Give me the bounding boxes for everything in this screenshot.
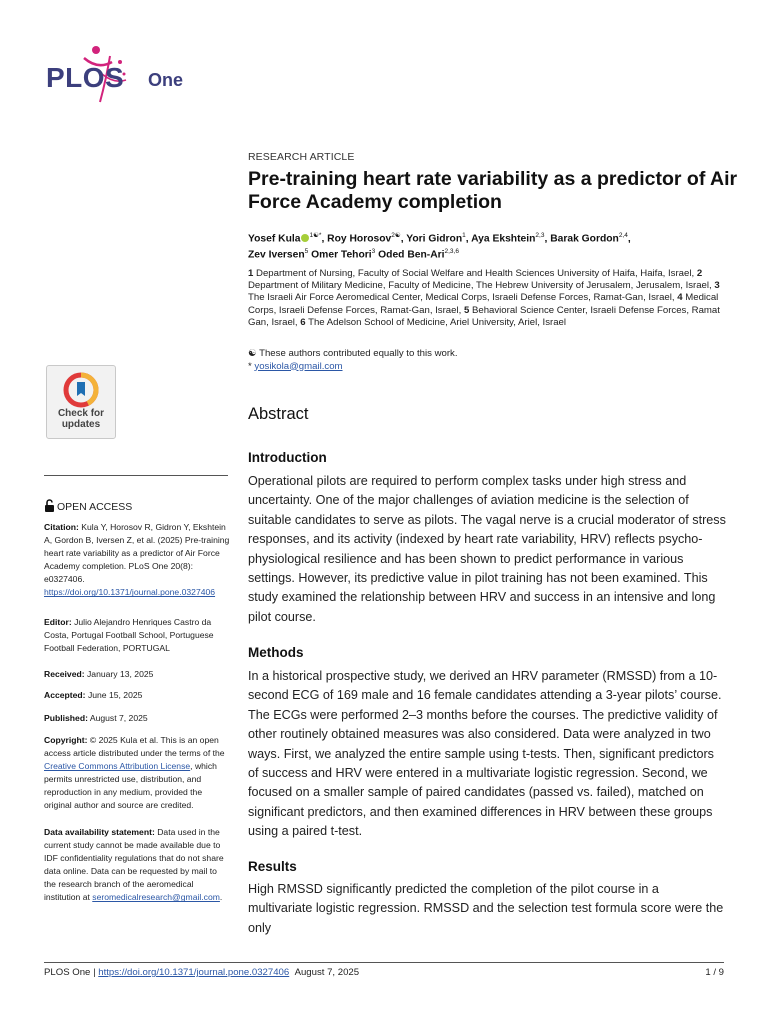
footer-doi-link[interactable]: https://doi.org/10.1371/journal.pone.0327406 bbox=[98, 967, 290, 978]
article-type: RESEARCH ARTICLE bbox=[248, 151, 355, 163]
author-name[interactable]: Aya Ekshtein bbox=[471, 233, 536, 245]
abstract-heading: Abstract bbox=[248, 405, 309, 423]
page-footer: PLOS One | https://doi.org/10.1371/journal.pone.0327406 August 7, 2025 bbox=[44, 967, 360, 978]
open-access-label: OPEN ACCESS bbox=[44, 499, 132, 515]
affiliation-text: Department of Nursing, Faculty of Social Welfare and Health Sciences University of Haifa, Haifa, Israel, bbox=[256, 268, 695, 279]
results-text: High RMSSD significantly predicted the completion of the pilot course in a multivariate logistic regression. RMSSD and the selection test formula score were the only bbox=[248, 882, 724, 935]
correspondence-note: * yosikola@gmail.com bbox=[248, 360, 343, 372]
sidebar-divider bbox=[44, 475, 228, 476]
citation-doi-link[interactable]: https://doi.org/10.1371/journal.pone.0327406 bbox=[44, 587, 216, 598]
corresponding-email-link[interactable]: yosikola@gmail.com bbox=[254, 360, 343, 372]
logo-wordmark: PLOS bbox=[46, 62, 125, 93]
footer-date: August 7, 2025 bbox=[294, 967, 360, 978]
footer-journal: PLOS One bbox=[44, 967, 91, 978]
author-name[interactable]: Barak Gordon bbox=[550, 233, 619, 245]
received-date: Received: January 13, 2025 bbox=[44, 669, 154, 679]
article-title: Pre-training heart rate variability as a predictor of Air Force Academy completion bbox=[248, 168, 738, 213]
author-name[interactable]: Roy Horosov bbox=[327, 233, 392, 245]
methods-text: In a historical prospective study, we derived an HRV parameter (RMSSD) from a 10-second ECG of 169 male and 16 female candidates attending a 3-year pilots’ course. The ECGs were performed 2–3 months before the courses. The predictive validity of other routinely obtained measures was also considered. Data were analyzed in two ways. First, we analyzed the entire sample using t-tests. Then, significant predictors of success and HRV were entered in a multivariate logistic regression. Second, we focused on a smaller sample of paired candidates (passed vs. failed), matched on significant predictors, and then examined differences in HRV between these groups using a paired t-test. bbox=[248, 669, 722, 839]
data-request-email-link[interactable]: seromedicalresearch@gmail.com bbox=[92, 892, 220, 903]
author-name[interactable]: Yori Gidron bbox=[406, 233, 463, 245]
author-affil: 1☯* bbox=[309, 232, 322, 239]
author-affil: 2☯ bbox=[391, 232, 401, 239]
author-name[interactable]: Omer Tehori bbox=[311, 249, 372, 261]
copyright-block: Copyright: © 2025 Kula et al. This is an open access article distributed under the terms of the Creative Commons Attribution License, which permits unrestricted use, distribution, and reproduction in any medium, provided the original author and source are credited. bbox=[44, 735, 225, 811]
update-icon bbox=[63, 372, 99, 408]
logo-suffix: One bbox=[148, 70, 184, 90]
affiliation-text: The Israeli Air Force Aeromedical Center, Medical Corps, Israeli Defense Forces, Ramat-Gan, Israel, bbox=[248, 292, 675, 304]
section-heading-methods: Methods bbox=[248, 645, 304, 660]
author-list: Yosef Kula $^{1☯*}$, Roy Horosov$^{2☯}$, Yori Gidron$^1$, Aya Ekshtein$^{2,3}$, Barak Gordon$^{2,4}$, Zev Iversen$^5$ Omer Tehori$^3$ Oded Ben-Ari$^{2,3,6}$ bbox=[248, 232, 631, 261]
published-date: Published: August 7, 2025 bbox=[44, 713, 148, 723]
author-name[interactable]: Oded Ben-Ari bbox=[378, 249, 445, 261]
affiliation-text: Medical Corps, Israeli Defense Forces, Ramat-Gan, Israel, bbox=[248, 292, 719, 316]
introduction-text: Operational pilots are required to perform complex tasks under high stress and uncertainty. One of the major challenges of aviation medicine is the selection of suitable candidates to serve as pilots. The vagal nerve is a crucial moderator of stress responses, and its activity (indexed by heart rate variability, HRV) reflects psycho-physiological resilience and has been shown to predict performance in various settings. However, its predictive value in pilot training has not been examined. This study examined the relationship between HRV and success in an intensive and long pilot course. bbox=[248, 474, 726, 624]
section-heading-introduction: Introduction bbox=[248, 450, 327, 465]
author-affil: 2,3 bbox=[535, 232, 545, 239]
accepted-date: Accepted: June 15, 2025 bbox=[44, 690, 143, 700]
affiliation-text: Behavioral Science Center, Israeli Defense Forces, Ramat Gan, Israel, bbox=[248, 304, 720, 328]
affiliation-text: The Adelson School of Medicine, Ariel University, Ariel, Israel bbox=[308, 316, 567, 328]
affiliations: 1 Department of Nursing, Faculty of Social Welfare and Health Sciences University of Haifa, Haifa, Israel, 2 Department of Military Medicine, Faculty of Medicine, The Hebrew University of Jerusalem, Jerusalem, Israel, 3 The Israeli Air Force Aeromedical Center, Medical Corps, Israeli Defense Forces, Ramat-Gan, Israel, 4 Medical Corps, Israeli Defense Forces, Ramat-Gan, Israel, 5 Behavioral Science Center, Israeli Defense Forces, Ramat Gan, Israel, 6 The Adelson School of Medicine, Ariel University, Ariel, Israel bbox=[248, 268, 720, 328]
author-affil: 3 bbox=[371, 248, 376, 256]
license-link[interactable]: Creative Commons Attribution License bbox=[44, 761, 191, 772]
author-affil: 2,4 bbox=[618, 232, 628, 239]
author-name[interactable]: Yosef Kula bbox=[248, 233, 301, 245]
data-availability-block: Data availability statement: Data used in the current study cannot be made available due to IDF confidentiality regulations that do not share data online. Data can be requested by mail to the research branch of the aeromedical institution at seromedicalresearch@gmail.com. bbox=[44, 827, 224, 903]
author-affil: 5 bbox=[304, 248, 309, 256]
journal-logo[interactable] bbox=[40, 40, 210, 110]
author-name[interactable]: Zev Iversen bbox=[248, 249, 305, 261]
affiliation-text: Department of Military Medicine, Faculty of Medicine, The Hebrew University of Jerusalem, Jerusalem, Israel, bbox=[248, 280, 712, 292]
author-affil: 2,3,6 bbox=[444, 248, 459, 256]
citation-block: Citation: Kula Y, Horosov R, Gidron Y, Ekshtein A, Gordon B, Iversen Z, et al. (2025) Pre-training heart rate variability as a predictor of Air Force Academy completion. PLoS One 20(8): e0327406. https://doi.org/10.1371/journal.pone.0327406 bbox=[44, 522, 230, 598]
author-affil: 1 bbox=[462, 232, 466, 239]
footer-divider bbox=[44, 962, 724, 963]
check-for-updates-badge[interactable]: Check for updates bbox=[46, 365, 116, 439]
open-lock-icon bbox=[44, 499, 55, 515]
editor-block: Editor: Julio Alejandro Henriques Castro da Costa, Portugal Football School, Portuguese Football Federation, PORTUGAL bbox=[44, 617, 214, 654]
page-number: 1 / 9 bbox=[705, 967, 724, 978]
section-heading-results: Results bbox=[248, 859, 297, 874]
author-notes bbox=[248, 348, 728, 373]
equal-contribution-note: ☯ These authors contributed equally to this work. bbox=[248, 348, 458, 359]
